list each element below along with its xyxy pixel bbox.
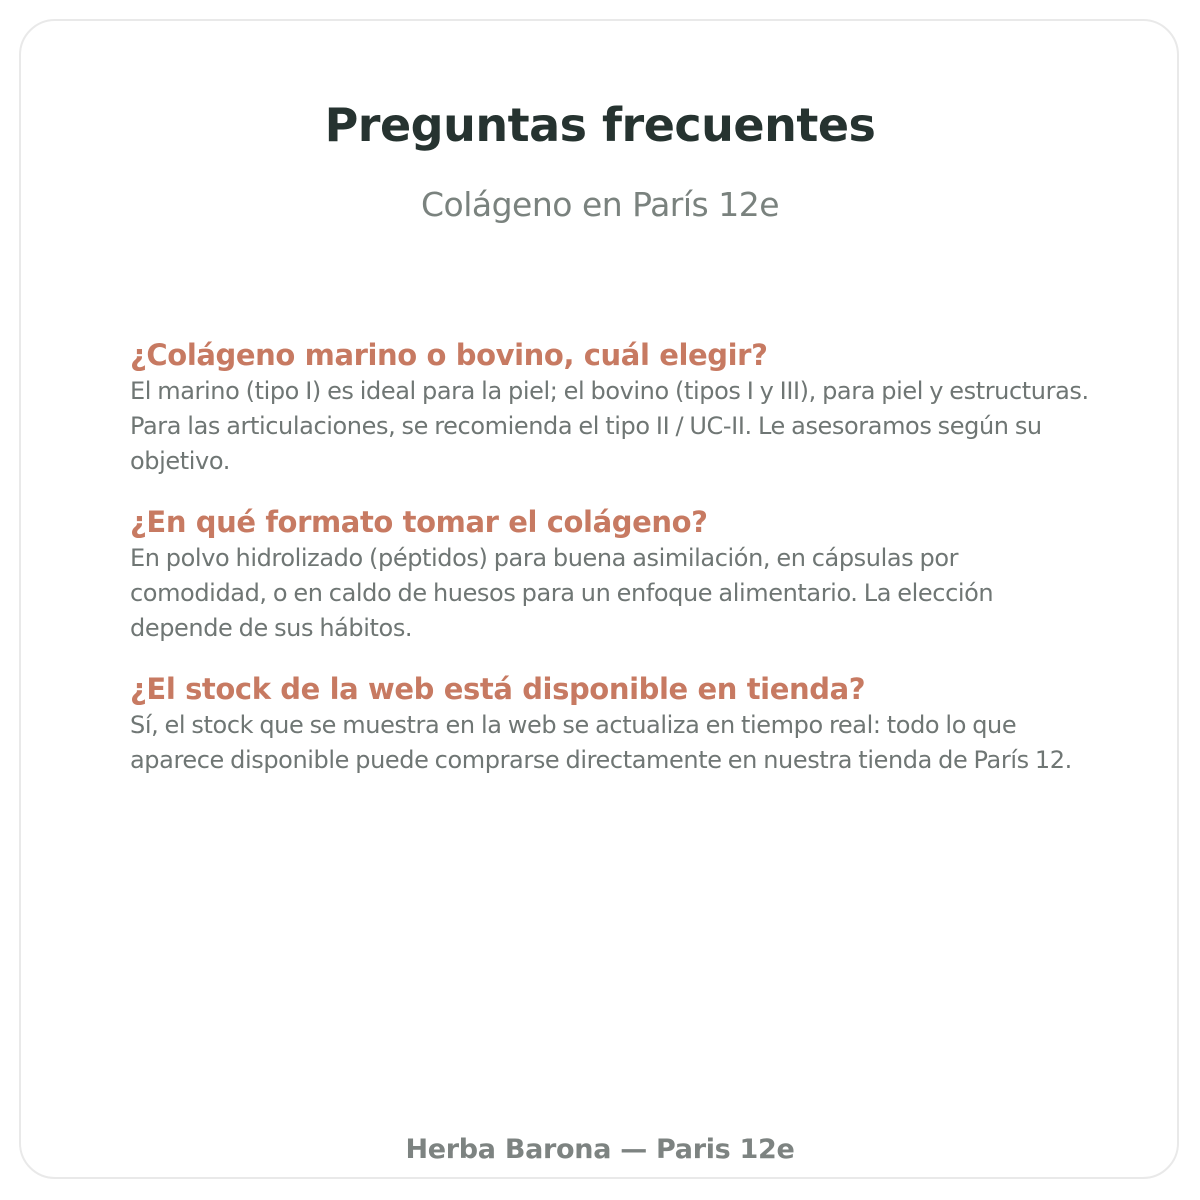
footer-brand: Herba Barona — Paris 12e: [405, 1134, 795, 1165]
faq-question: ¿Colágeno marino o bovino, cuál elegir?: [130, 338, 768, 372]
faq-question: ¿El stock de la web está disponible en tienda?: [130, 672, 866, 706]
faq-question: ¿En qué formato tomar el colágeno?: [130, 505, 708, 539]
faq-item: [130, 670, 1098, 778]
faq-item: [130, 336, 1098, 479]
faq-list: [130, 336, 1098, 802]
faq-item: [130, 503, 1098, 646]
page-subtitle: Colágeno en París 12e: [420, 185, 780, 224]
faq-answer: En polvo hidrolizado (péptidos) para buena asimilación, en cápsulas por comodidad, o en caldo de huesos para un enfoque alimentario. La elección depende de sus hábitos.: [130, 544, 994, 642]
faq-answer: Sí, el stock que se muestra en la web se actualiza en tiempo real: todo lo que aparece disponible puede comprarse directamente en nuestra tienda de París 12.: [130, 711, 1072, 774]
page-title: Preguntas frecuentes: [324, 98, 876, 152]
faq-answer: El marino (tipo I) es ideal para la piel; el bovino (tipos I y III), para piel y estructuras. Para las articulaciones, se recomienda el tipo II / UC-II. Le asesoramos según su objetivo.: [130, 377, 1089, 475]
